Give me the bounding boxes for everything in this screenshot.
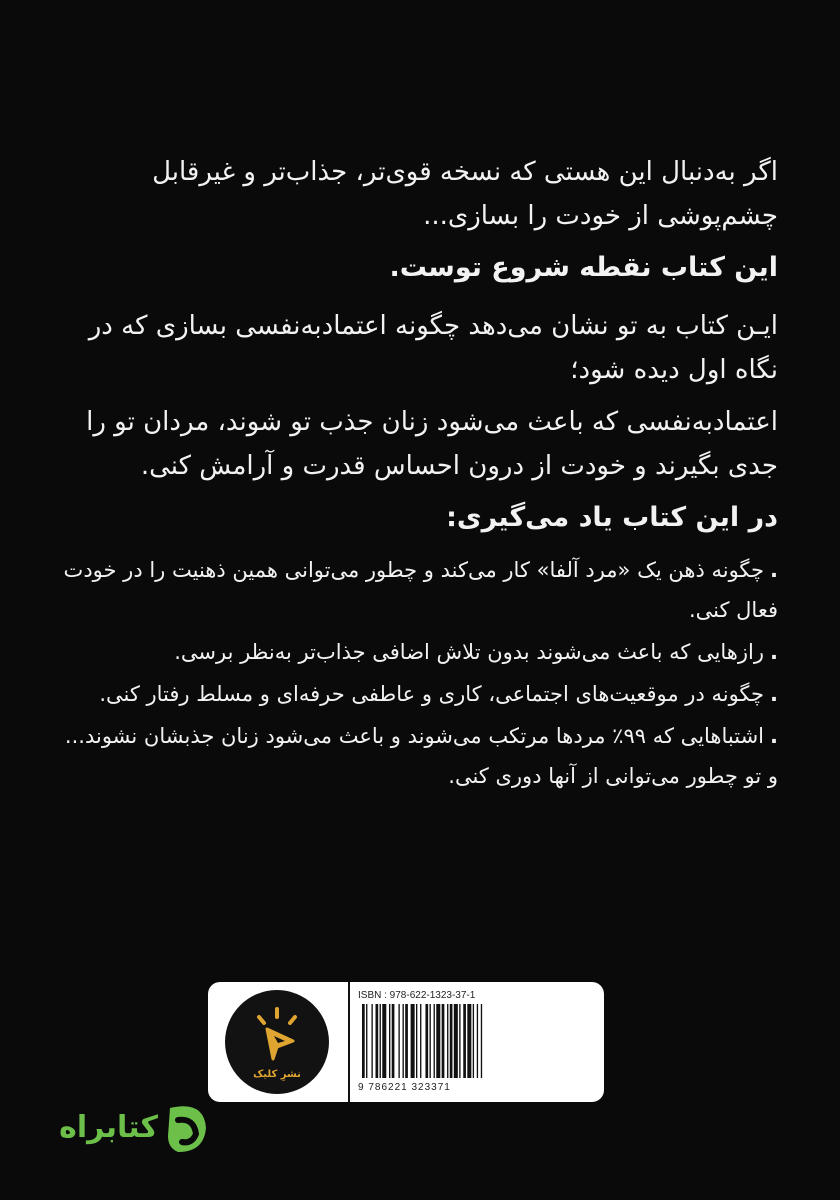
store-name: کتابراه bbox=[59, 1109, 158, 1145]
barcode-bar bbox=[425, 1004, 428, 1078]
publisher-logo bbox=[208, 982, 346, 1102]
barcode-bar bbox=[376, 1004, 379, 1078]
tagline: این کتاب نقطه شروع توست. bbox=[389, 252, 778, 283]
barcode-digits: 9 786221 323371 bbox=[358, 1082, 451, 1093]
store-logo bbox=[40, 1092, 210, 1162]
publisher-brand: نشرِ کلیک bbox=[253, 1069, 301, 1080]
barcode-bar bbox=[459, 1004, 460, 1078]
list-item: .رازهایی که باعث می‌شوند بدون تلاش اضافی جذاب‌تر به‌نظر برسی. bbox=[174, 640, 778, 664]
publisher-logo-circle bbox=[225, 990, 329, 1094]
barcode-bar bbox=[434, 1004, 435, 1078]
barcode bbox=[348, 982, 604, 1102]
barcode-bar bbox=[398, 1004, 399, 1078]
barcode-bar bbox=[420, 1004, 421, 1078]
bullet-dot: . bbox=[770, 724, 778, 748]
barcode-bar bbox=[403, 1004, 404, 1078]
list-item: .چگونه ذهن یک «مرد آلفا» کار می‌کند و چطور می‌توانی همین ذهنیت را در خودت فعال کنی. bbox=[63, 558, 778, 622]
barcode-bar bbox=[389, 1004, 390, 1078]
barcode-bar bbox=[442, 1004, 445, 1078]
bullet-dot: . bbox=[770, 640, 778, 664]
blurb bbox=[62, 150, 778, 798]
barcode-bar bbox=[477, 1004, 478, 1078]
learn-heading: در این کتاب یاد می‌گیری: bbox=[446, 502, 778, 533]
play-bulb-icon bbox=[247, 1005, 307, 1065]
bullet-dot: . bbox=[770, 682, 778, 706]
barcode-bar bbox=[382, 1004, 386, 1078]
barcode-bar bbox=[481, 1004, 482, 1078]
barcode-bar bbox=[450, 1004, 453, 1078]
barcode-bar bbox=[405, 1004, 408, 1078]
barcode-bar bbox=[380, 1004, 381, 1078]
list-item: .اشتباهایی که ۹۹٪ مردها مرتکب می‌شوند و باعث می‌شود زنان جذبشان نشوند... و تو چطور می‌توانی از آنها دوری کنی. bbox=[64, 724, 778, 788]
barcode-bar bbox=[411, 1004, 415, 1078]
barcode-bar bbox=[473, 1004, 474, 1078]
paragraph-3: اعتمادبه‌نفسی که باعث می‌شود زنان جذب تو شوند، مردان تو را جدی بگیرند و خودت از درون احساس قدرت و آرامش کنی. bbox=[86, 407, 778, 481]
intro-line: اگر به‌دنبال این هستی که نسخه قوی‌تر، جذاب‌تر و غیرقابل چشم‌پوشی از خودت را بسازی... bbox=[152, 157, 778, 231]
barcode-bar bbox=[392, 1004, 395, 1078]
paragraph-2: ایـن کتاب به تو نشان می‌دهد چگونه اعتمادبه‌نفسی بسازی که در نگاه اول دیده شود؛ bbox=[88, 311, 778, 385]
barcode-bar bbox=[362, 1004, 365, 1078]
barcode-bar bbox=[436, 1004, 440, 1078]
barcode-bar bbox=[454, 1004, 458, 1078]
barcode-bar bbox=[463, 1004, 466, 1078]
isbn-label: ISBN : 978-622-1323-37-1 bbox=[358, 990, 476, 1001]
barcode-bar bbox=[467, 1004, 471, 1078]
leaf-icon bbox=[164, 1098, 210, 1156]
learn-list bbox=[62, 550, 778, 796]
barcode-bar bbox=[447, 1004, 448, 1078]
barcode-bar bbox=[366, 1004, 367, 1078]
barcode-bar bbox=[416, 1004, 417, 1078]
list-item: .چگونه در موقعیت‌های اجتماعی، کاری و عاطفی حرفه‌ای و مسلط رفتار کنی. bbox=[99, 682, 778, 706]
bullet-dot: . bbox=[770, 558, 778, 582]
barcode-bars bbox=[358, 1004, 598, 1082]
barcode-bar bbox=[371, 1004, 372, 1078]
barcode-bar bbox=[430, 1004, 431, 1078]
barcode-card bbox=[208, 982, 604, 1102]
